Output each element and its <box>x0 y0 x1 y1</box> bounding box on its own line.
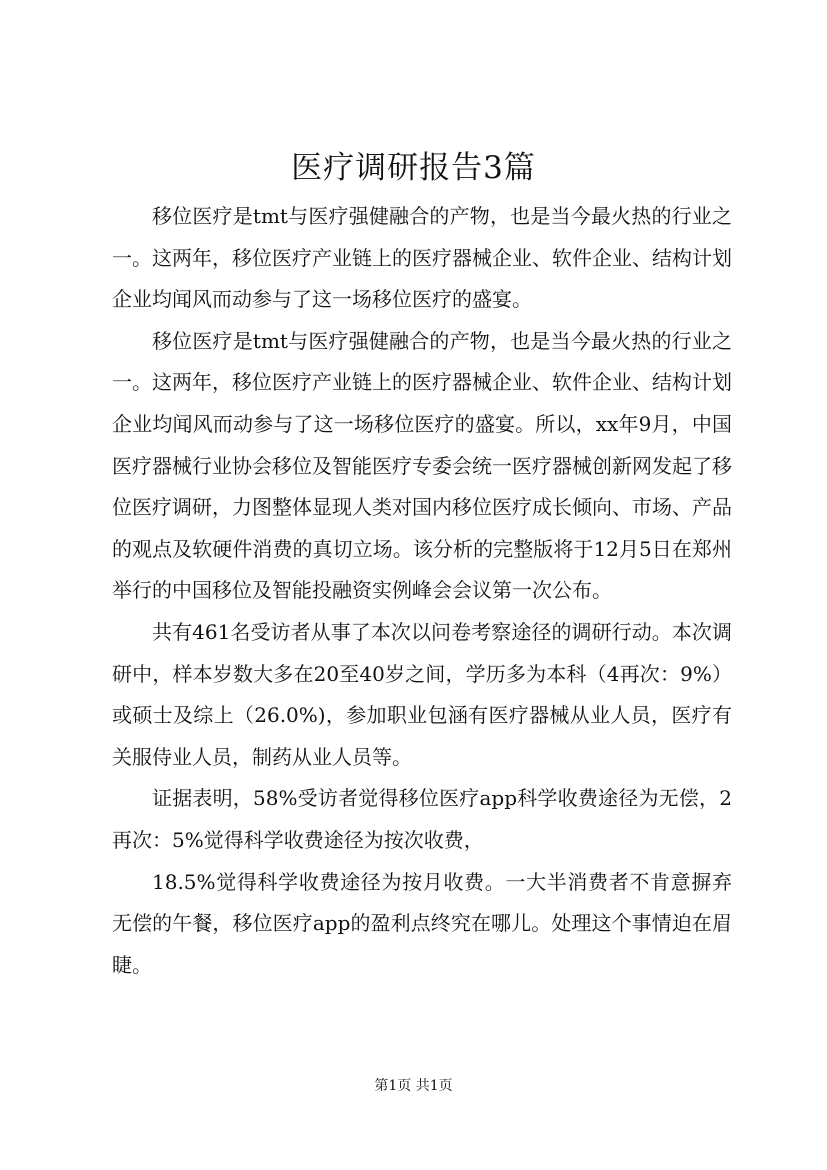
paragraph-2: 移位医疗是tmt与医疗强健融合的产物，也是当今最火热的行业之一。这两年，移位医疗产业链上的医疗器械企业、软件企业、结构计划企业均闻风而动参与了这一场移位医疗的盛宴。所以，xx年9月，中国医疗器械行业协会移位及智能医疗专委会统一医疗器械创新网发起了移位医疗调研，力图整体显现人类对国内移位医疗成长倾向、市场、产品的观点及软硬件消费的真切立场。该分析的完整版将于12月5日在郑州举行的中国移位及智能投融资实例峰会会议第一次公布。 <box>112 328 732 603</box>
paragraph-3: 共有461名受访者从事了本次以问卷考察途径的调研行动。本次调研中，样本岁数大多在20至40岁之间，学历多为本科（4再次：9%）或硕士及综上（26.0%)，参加职业包涵有医疗器械从业人员，医疗有关服侍业人员，制药从业人员等。 <box>112 619 732 769</box>
document-title: 医疗调研报告3篇 <box>291 150 536 186</box>
paragraph-4: 证据表明，58%受访者觉得移位医疗app科学收费途径为无偿，2再次：5%觉得科学收费途径为按次收费， <box>112 786 732 852</box>
document-body <box>112 196 732 986</box>
paragraph-5: 18.5%觉得科学收费途径为按月收费。一大半消费者不肯意摒弃无偿的午餐，移位医疗app的盈利点终究在哪儿。处理这个事情迫在眉睫。 <box>112 869 732 977</box>
page-number-footer: 第1页 共1页 <box>374 1078 453 1094</box>
paragraph-1: 移位医疗是tmt与医疗强健融合的产物，也是当今最火热的行业之一。这两年，移位医疗产业链上的医疗器械企业、软件企业、结构计划企业均闻风而动参与了这一场移位医疗的盛宴。 <box>112 204 732 312</box>
